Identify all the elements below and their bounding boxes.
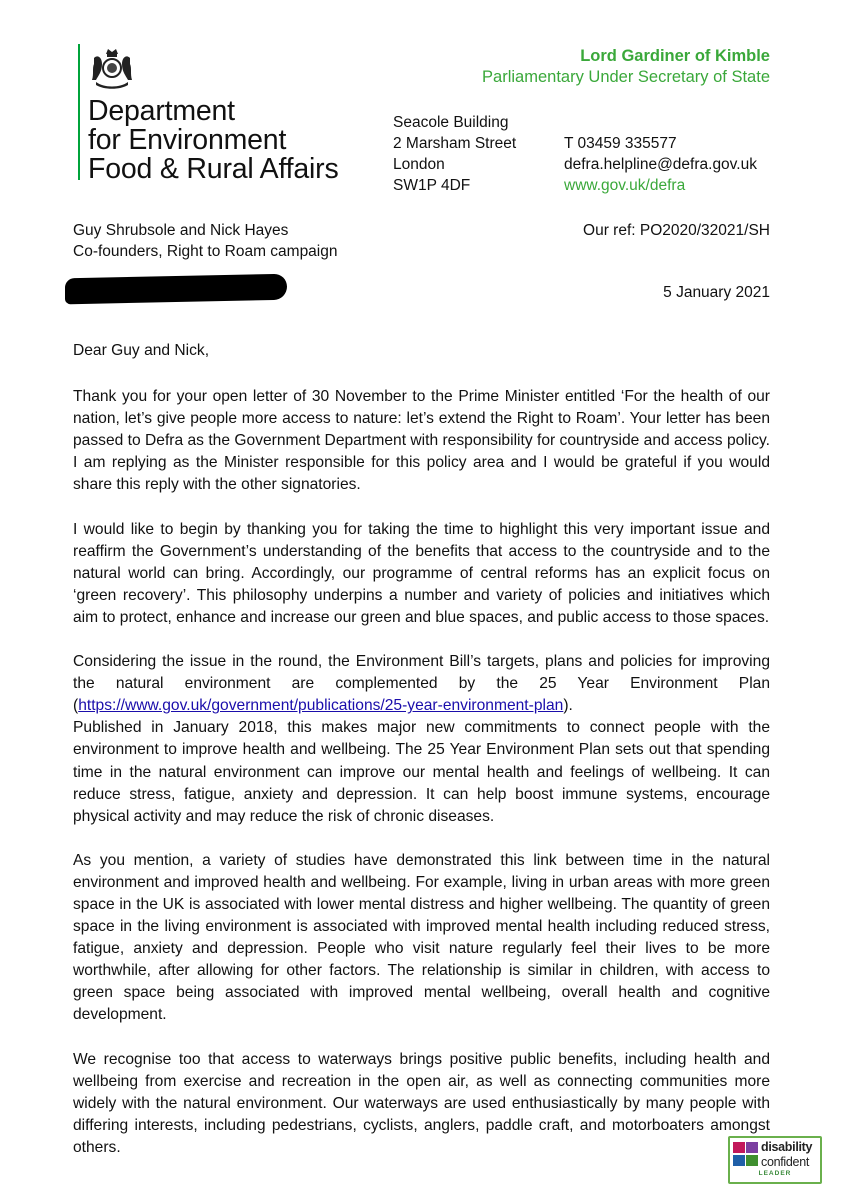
recipient-names: Guy Shrubsole and Nick Hayes	[73, 222, 289, 239]
salutation: Dear Guy and Nick,	[73, 342, 210, 359]
redaction-mark	[65, 274, 287, 305]
website-link[interactable]: www.gov.uk/defra	[564, 177, 686, 194]
recipient-block	[73, 220, 338, 262]
disability-confident-badge	[728, 1136, 822, 1184]
badge-people-icon	[733, 1142, 745, 1153]
paragraph-text: Considering the issue in the round, the Environment Bill’s targets, plans and policies for improving the natural environment are complemented by the 25 Year Environment Plan (	[73, 653, 770, 715]
department-name	[88, 97, 339, 184]
minister-title: Parliamentary Under Secretary of State	[482, 68, 770, 86]
paragraph-with-link	[73, 651, 770, 717]
recipient-role: Co-founders, Right to Roam campaign	[73, 243, 338, 260]
minister-name: Lord Gardiner of Kimble	[580, 47, 770, 65]
email-address[interactable]: defra.helpline@defra.gov.uk	[564, 156, 757, 173]
paragraph: I would like to begin by thanking you for taking the time to highlight this very important issue and reaffirm the Government’s understanding of the benefits that access to the countryside and to the natural world can bring. Accordingly, our programme of central reforms has an explicit focus on ‘green recovery’. This philosophy underpins a number and variety of policies and initiatives which aim to protect, enhance and increase our green and blue spaces, and public access to those spaces.	[73, 520, 770, 626]
paragraph: Published in January 2018, this makes major new commitments to connect people with the environment to improve health and wellbeing. The 25 Year Environment Plan sets out that spending time in the natural environment can improve our mental health and feelings of wellbeing. It can reduce stress, fatigue, anxiety and depression. It can help boost immune systems, encourage physical activity and may reduce the risk of chronic diseases.	[73, 719, 770, 825]
paragraph: We recognise too that access to waterways brings positive public benefits, including health and wellbeing from exercise and recreation in the open air, as well as connecting communities more widely with the natural environment. Our waterways are used enthusiastically by many people with differing interests, including pedestrians, cyclists, anglers, paddle craft, and motorboaters amongst others.	[73, 1050, 770, 1156]
contact-details	[564, 133, 757, 196]
paragraph: Thank you for your open letter of 30 November to the Prime Minister entitled ‘For the health of our nation, let’s give people more access to nature: let’s extend the Right to Roam’. Your letter has been passed to Defra as the Government Department with responsibility for countryside and access policy. I am replying as the Minister responsible for this policy area and I would be grateful if you would share this reply with the other signatories.	[73, 388, 770, 494]
minister-block	[482, 46, 770, 88]
department-line: Food & Rural Affairs	[88, 153, 339, 185]
letter-date: 5 January 2021	[663, 284, 770, 301]
logo-accent-bar	[78, 44, 80, 180]
reference-number: Our ref: PO2020/32021/SH	[583, 222, 770, 239]
badge-person-icon	[746, 1155, 758, 1166]
badge-line-2: confident	[761, 1155, 810, 1169]
badge-check-icon	[746, 1142, 758, 1153]
badge-lock-icon	[733, 1155, 745, 1166]
address-line: London	[393, 156, 445, 173]
letter-body	[73, 340, 770, 1181]
paragraph: As you mention, a variety of studies have demonstrated this link between time in the natural environment and improved health and wellbeing. For example, living in urban areas with more green space in the UK is associated with lower mental distress and higher wellbeing. The quantity of green space in the living environment is associated with improved mental health including reduced stress, fatigue, anxiety and depression. People who visit nature regularly feel their lives to be more worthwhile, after allowing for other factors. The relationship is similar in children, with access to green space being associated with improved mental wellbeing, overall health and cognitive development.	[73, 851, 770, 1024]
badge-line-3: LEADER	[758, 1170, 792, 1177]
department-line: for Environment	[88, 124, 287, 156]
royal-coat-of-arms-icon	[88, 44, 136, 90]
badge-line-1: disability	[761, 1140, 813, 1154]
phone-number: T 03459 335577	[564, 135, 677, 152]
department-line: Department	[88, 95, 235, 127]
sender-address	[393, 112, 516, 196]
address-line: 2 Marsham Street	[393, 135, 517, 152]
address-line: Seacole Building	[393, 114, 509, 131]
address-line: SW1P 4DF	[393, 177, 471, 194]
paragraph-text: ).	[563, 697, 573, 715]
environment-plan-link[interactable]: https://www.gov.uk/government/publications/25-year-environment-plan	[78, 697, 564, 715]
